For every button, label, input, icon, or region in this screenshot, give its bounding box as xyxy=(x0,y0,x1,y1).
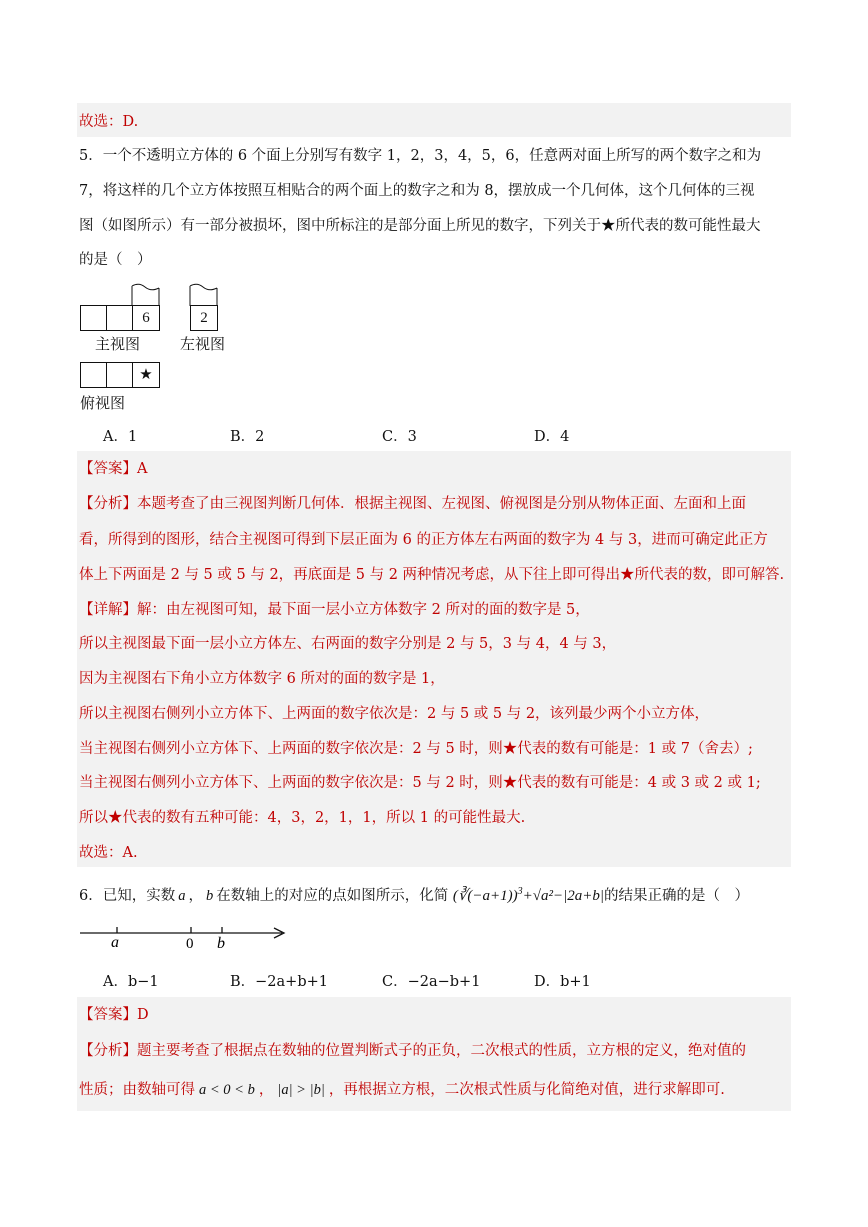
top-view-cell-star: ★ xyxy=(132,362,160,388)
q6-stem-prefix: 6．已知，实数 xyxy=(79,888,176,904)
q5-stem-line-3: 图（如图所示）有一部分被损坏，图中所标注的是部分面上所见的数字，下列关于★所代表的数可能性最大 xyxy=(79,218,761,234)
q6-option-b: B．−2a+b+1 xyxy=(230,974,328,990)
q5-option-d: D．4 xyxy=(534,429,570,445)
q5-detail-line-7: 所以★代表的数有五种可能：4，3，2，1，1，所以 1 的可能性最大. xyxy=(79,810,526,826)
q6-number-line xyxy=(78,922,290,958)
left-view-label: 左视图 xyxy=(180,335,226,353)
q5-stem-line-1: 5．一个不透明立方体的 6 个面上分别写有数字 1，2，3，4，5，6，任意两对面上所写的两个数字之和为 xyxy=(79,148,762,164)
numberline-label-b: b xyxy=(217,935,225,952)
q6-inequality-1: a < 0 < b xyxy=(199,1082,255,1098)
q5-detail-line-5: 当主视图右侧列小立方体下、上两面的数字依次是：2 与 5 时，则★代表的数有可能是：1 或 7（舍去）; xyxy=(79,741,753,757)
q6-var-a: a xyxy=(178,888,186,904)
q5-option-b: B．2 xyxy=(230,429,265,445)
q6-inequality-2: |a| > |b| xyxy=(277,1082,325,1098)
q6-option-c: C．−2a−b+1 xyxy=(382,974,481,990)
q6-analysis-line-2: 性质；由数轴可得 a < 0 < b ， |a| > |b| ，再根据立方根，二次根式性质与化简绝对值，进行求解即可. xyxy=(79,1082,725,1098)
q5-detail-line-2: 所以主视图最下面一层小立方体左、右两面的数字分别是 2 与 5，3 与 4，4 与 3， xyxy=(79,636,617,652)
q5-option-c: C．3 xyxy=(382,429,417,445)
q5-stem-line-4: 的是（ ） xyxy=(79,252,152,268)
q6-stem: 6．已知，实数 a ， b 在数轴上的对应的点如图所示，化简 (∛(−a+1))$^3$+√a²−|2a+b|的结果正确的是（ ） xyxy=(79,886,749,904)
prev-conclusion: 故选：D. xyxy=(79,114,139,130)
q5-analysis-line-3: 体上下两面是 2 与 5 或 5 与 2，再底面是 5 与 2 两种情况考虑，从下往上即可得出★所代表的数，即可解答. xyxy=(79,567,785,583)
q6-option-d: D．b+1 xyxy=(534,974,591,990)
q6-expression: (∛(−a+1))$^3$+√a²−|2a+b| xyxy=(452,886,604,904)
q6-analysis-suffix: ，再根据立方根，二次根式性质与化简绝对值，进行求解即可. xyxy=(328,1082,725,1098)
q5-conclusion: 故选：A. xyxy=(79,845,138,861)
front-view-label: 主视图 xyxy=(95,335,141,353)
q5-detail-line-4: 所以主视图右侧列小立方体下、上两面的数字依次是：2 与 5 或 5 与 2，该列最少两个小立方体， xyxy=(79,706,710,722)
front-view-cell xyxy=(80,305,107,331)
prev-answer-block xyxy=(77,103,791,137)
q6-analysis-line-1: 【分析】题主要考查了根据点在数轴的位置判断式子的正负，二次根式的性质，立方根的定义，绝对值的 xyxy=(79,1043,746,1059)
top-view-cell xyxy=(80,362,107,388)
q6-analysis-prefix: 性质；由数轴可得 xyxy=(79,1082,195,1098)
front-view-broken-top xyxy=(131,283,161,307)
q5-detail-line-1: 【详解】解：由左视图可知，最下面一层小立方体数字 2 所对的面的数字是 5， xyxy=(79,602,590,618)
q5-answer: 【答案】A xyxy=(79,461,148,477)
q6-option-a: A．b−1 xyxy=(103,974,159,990)
top-view-cell xyxy=(106,362,133,388)
q6-answer: 【答案】D xyxy=(79,1007,149,1023)
q5-option-a: A．1 xyxy=(103,429,138,445)
q6-var-b: b xyxy=(205,888,214,904)
top-view-label: 俯视图 xyxy=(80,394,126,412)
q6-stem-suffix: 的结果正确的是（ ） xyxy=(604,888,749,904)
q5-analysis-line-2: 看，所得到的图形，结合主视图可得到下层正面为 6 的正方体左右两面的数字为 4 与 3，进而可确定此正方 xyxy=(79,532,768,548)
numberline-label-a: a xyxy=(111,934,119,951)
numberline-label-zero: 0 xyxy=(186,936,194,952)
front-view-cell xyxy=(106,305,133,331)
q5-detail-line-6: 当主视图右侧列小立方体下、上两面的数字依次是：5 与 2 时，则★代表的数有可能是：4 或 3 或 2 或 1; xyxy=(79,775,761,791)
q5-detail-line-3: 因为主视图右下角小立方体数字 6 所对的面的数字是 1， xyxy=(79,671,445,687)
left-view-cell-2: 2 xyxy=(190,305,218,331)
q6-stem-mid: 在数轴上的对应的点如图所示，化简 xyxy=(216,888,449,904)
left-view-broken-top xyxy=(189,283,219,307)
q5-stem-line-2: 7，将这样的几个立方体按照互相贴合的两个面上的数字之和为 8，摆放成一个几何体，这个几何体的三视 xyxy=(79,183,755,199)
q5-analysis-line-1: 【分析】本题考查了由三视图判断几何体．根据主视图、左视图、俯视图是分别从物体正面、左面和上面 xyxy=(79,496,746,512)
front-view-cell-6: 6 xyxy=(132,305,160,331)
